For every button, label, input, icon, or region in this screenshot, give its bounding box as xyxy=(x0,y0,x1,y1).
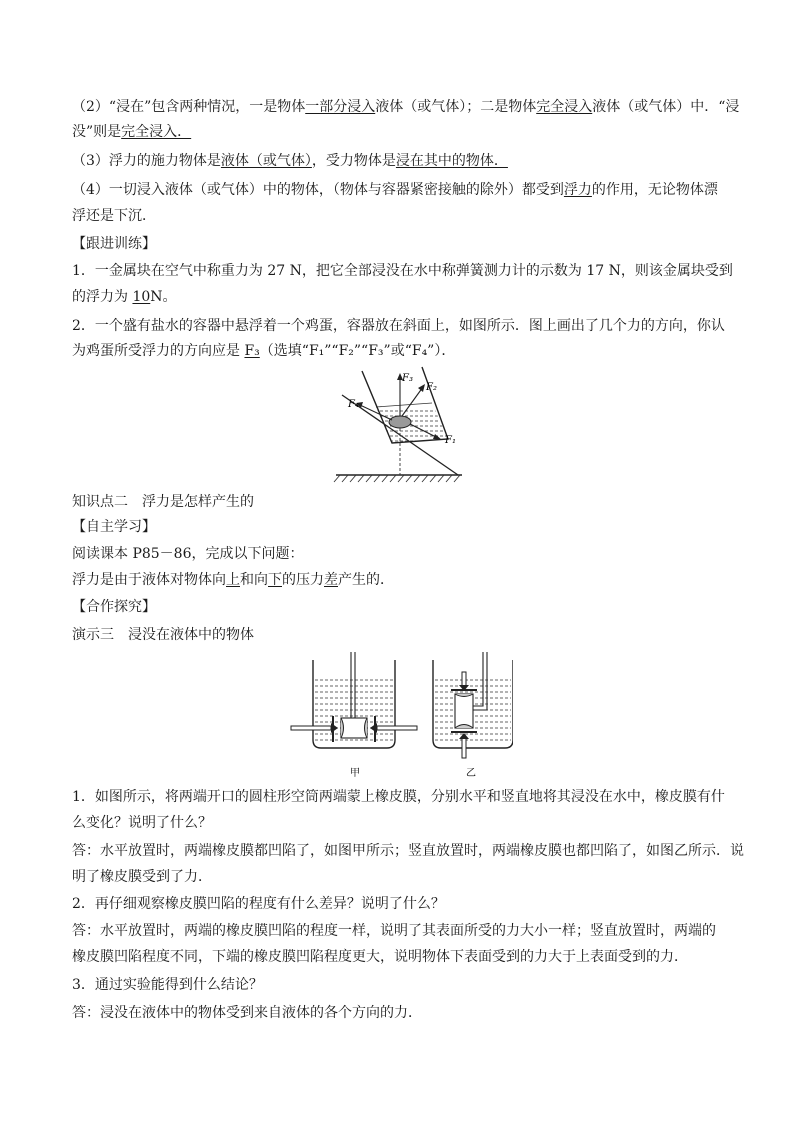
reading-instruction: 阅读课本 P85－86，完成以下问题： xyxy=(72,546,304,562)
question-2-line-1 xyxy=(72,316,725,336)
explore-answer-1-line-2: 明了橡皮膜受到了力． xyxy=(72,869,212,885)
text: （选填“F₁”“F₂”“F₃”或“F₄”）． xyxy=(259,343,456,359)
explore-answer-1-line-1: 答：水平放置时，两端橡皮膜都凹陷了，如图甲所示；竖直放置时，两端橡皮膜也都凹陷了，如图乙所示．说 xyxy=(72,843,744,859)
label-F4: F₄ xyxy=(348,399,359,410)
text: ，受力物体是 xyxy=(311,153,396,169)
question-2-line-2 xyxy=(72,341,455,361)
label-jia: 甲 xyxy=(350,768,360,779)
answer-underlined: 浸在其中的物体． xyxy=(395,153,508,169)
force-F2-arrow xyxy=(402,387,423,416)
text: 1．一金属块在空气中称重力为 27 N，把它全部浸没在水中称弹簧测力计的示数为 17 N，则该金属块受到 xyxy=(72,263,733,279)
question-1-line-2 xyxy=(72,287,177,307)
explore-answer-2-line-1: 答：水平放置时，两端的橡皮膜凹陷的程度一样，说明了其表面所受的力大小一样；竖直放置时，两端的 xyxy=(72,923,716,939)
text: 的压力 xyxy=(282,572,324,588)
egg-on-incline-figure xyxy=(330,365,470,485)
paragraph-4-line-2 xyxy=(72,206,156,226)
paragraph-2-line-2 xyxy=(72,122,191,142)
ground-hatching xyxy=(334,475,460,482)
answer-underlined: 一部分浸入 xyxy=(305,99,376,115)
force-F1-arrow xyxy=(410,424,438,438)
text: 产生的． xyxy=(338,572,394,588)
knowledge-point-2-title: 知识点二 浮力是怎样产生的 xyxy=(72,494,254,510)
text: 的作用，无论物体漂 xyxy=(591,182,718,198)
label-yi: 乙 xyxy=(466,768,476,779)
demo-3-title: 演示三 浸没在液体中的物体 xyxy=(72,627,254,643)
text: （3）浮力的施力物体是 xyxy=(72,153,221,169)
text: 和向 xyxy=(240,572,268,588)
explore-question-1-line-1: 1．如图所示，将两端开口的圆柱形空筒两端蒙上橡皮膜，分别水平和竖直地将其浸没在水中，橡皮膜有什 xyxy=(72,789,725,805)
label-F1: F₁ xyxy=(445,435,456,446)
text: 浮力是由于液体对物体向 xyxy=(72,572,226,588)
answer-underlined: 差 xyxy=(324,572,338,588)
heading-self-study: 【自主学习】 xyxy=(72,519,156,535)
text: 为鸡蛋所受浮力的方向应是 xyxy=(72,343,245,359)
explore-question-3: 3．通过实验能得到什么结论？ xyxy=(72,977,263,993)
answer-underlined: 液体（或气体） xyxy=(220,153,312,169)
answer-underlined: 完全浸入 xyxy=(536,99,593,115)
answer-underlined: 完全浸入． xyxy=(121,124,192,140)
water-surface xyxy=(376,403,432,407)
arrowhead xyxy=(433,434,442,440)
answer-underlined: 浮力 xyxy=(563,182,592,198)
paragraph-4-line-1 xyxy=(72,180,718,200)
answer-underlined: 下 xyxy=(268,572,282,588)
explore-answer-2-line-2: 橡皮膜凹陷程度不同，下端的橡皮膜凹陷程度更大，说明物体下表面受到的力大于上表面受到的力． xyxy=(72,949,688,965)
text: 液体（或气体）中．“浸 xyxy=(592,99,740,115)
label-F2: F₂ xyxy=(426,382,437,393)
beaker-jia xyxy=(291,652,417,748)
question-1-line-1 xyxy=(72,261,733,281)
answer-underlined: 上 xyxy=(226,572,240,588)
label-F3: F₃ xyxy=(402,373,413,384)
explore-question-1-line-2: 么变化？说明了什么？ xyxy=(72,815,212,831)
text: 浮还是下沉． xyxy=(72,208,156,224)
text: （4）一切浸入液体（或气体）中的物体，（物体与容器紧密接触的除外）都受到 xyxy=(72,182,564,198)
rubber-membrane-figure xyxy=(283,650,513,780)
egg xyxy=(389,416,411,428)
paragraph-2-line-1 xyxy=(72,97,739,117)
explore-question-2: 2．再仔细观察橡皮膜凹陷的程度有什么差异？说明了什么？ xyxy=(72,896,445,912)
text: 2．一个盛有盐水的容器中悬浮着一个鸡蛋，容器放在斜面上，如图所示．图上画出了几个力的方向，你认 xyxy=(72,318,725,334)
text: 没”则是 xyxy=(72,124,122,140)
text: N。 xyxy=(150,289,177,305)
paragraph-3 xyxy=(72,151,508,171)
text: 的浮力为 xyxy=(72,289,133,305)
answer-underlined: F₃ xyxy=(244,343,260,359)
buoyancy-cause xyxy=(72,570,394,590)
beaker-yi xyxy=(433,652,513,758)
answer-underlined: 10 xyxy=(132,289,151,305)
arrowhead xyxy=(418,384,425,392)
text: （2）“浸在”包含两种情况，一是物体 xyxy=(72,99,306,115)
heading-follow-up: 【跟进训练】 xyxy=(72,236,156,252)
explore-answer-3: 答：浸没在液体中的物体受到来自液体的各个方向的力． xyxy=(72,1005,422,1021)
heading-cooperative-inquiry: 【合作探究】 xyxy=(72,599,156,615)
text: 液体（或气体）；二是物体 xyxy=(375,99,537,115)
